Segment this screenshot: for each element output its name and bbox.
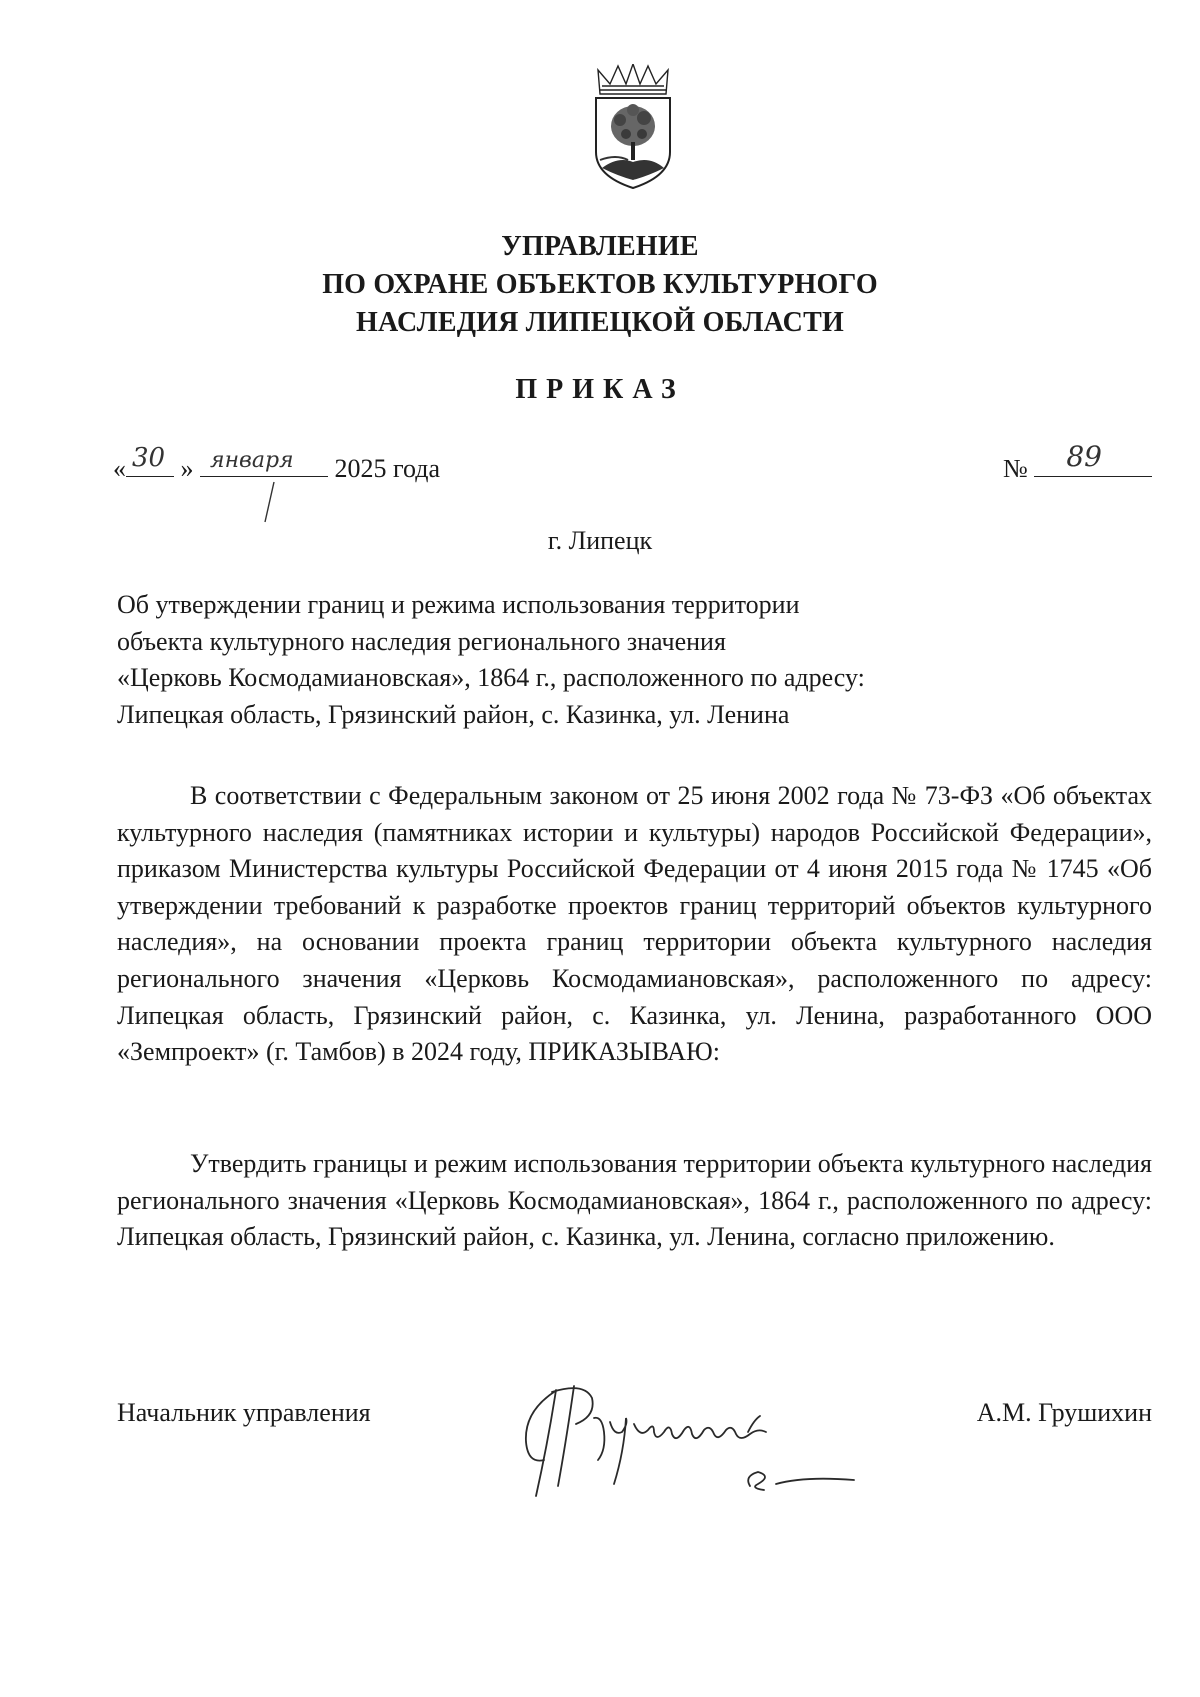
coat-of-arms-icon (588, 64, 678, 192)
subject-line-3: «Церковь Космодамиановская», 1864 г., расположенного по адресу: (117, 663, 865, 692)
city: г. Липецк (547, 526, 653, 555)
pen-stroke (262, 480, 276, 524)
date-day: 30 (132, 443, 166, 473)
number-field (1034, 440, 1152, 477)
order-subject (117, 587, 865, 733)
number-label: № (1003, 454, 1028, 483)
signatory-position: Начальник управления (117, 1398, 371, 1427)
subject-line-2: объекта культурного наследия регионального значения (117, 626, 726, 656)
date-day-field (126, 443, 174, 477)
subject-line-1: Об утверждении границ и режима использования территории (117, 590, 800, 619)
date-open-quote: « (113, 454, 126, 483)
agency-name-line-3: НАСЛЕДИЯ ЛИПЕЦКОЙ ОБЛАСТИ (356, 307, 844, 338)
agency-name-line-2: ПО ОХРАНЕ ОБЪЕКТОВ КУЛЬТУРНОГО (322, 269, 878, 300)
paragraph-2-text: Утвердить границы и режим использования территории объекта культурного наследия регионального значения «Церковь Космодамиановская», 1864 г., расположенного по адресу: Липецкая область, Грязинский район, с. Казинка, ул. Ленина, согласно приложению. (117, 1149, 1152, 1252)
order-title: ПРИКАЗ (515, 374, 685, 405)
handwritten-signature (514, 1372, 886, 1502)
date-year: 2025 года (334, 454, 441, 483)
date-close-quote: » (180, 454, 194, 483)
date-month-field (200, 446, 328, 477)
number-value: 89 (1066, 440, 1102, 473)
body-paragraph-2 (117, 1146, 1152, 1256)
agency-name-line-1: УПРАВЛЕНИЕ (501, 231, 699, 262)
date-month: января (210, 448, 294, 473)
order-date (113, 443, 441, 485)
paragraph-1-text: В соответствии с Федеральным законом от 25 июня 2002 года № 73-ФЗ «Об объектах культурного наследия (памятниках истории и культуры) народов Российской Федерации», приказом Министерства культуры Российской Федерации от 4 июня 2015 года № 1745 «Об утверждении требований к разработке проектов границ территорий объектов культурного наследия», на основании проекта границ территории объекта культурного наследия регионального значения «Церковь Космодамиановская», расположенного по адресу: Липецкая область, Грязинский район, с. Казинка, ул. Ленина, разработанного ООО «Земпроект» (г. Тамбов) в 2024 году, ПРИКАЗЫВАЮ: (117, 781, 1152, 1067)
order-number (1003, 440, 1152, 485)
signatory-name: А.М. Грушихин (976, 1398, 1152, 1427)
subject-line-4: Липецкая область, Грязинский район, с. Казинка, ул. Ленина (117, 699, 790, 729)
body-paragraph-1 (117, 778, 1152, 1071)
